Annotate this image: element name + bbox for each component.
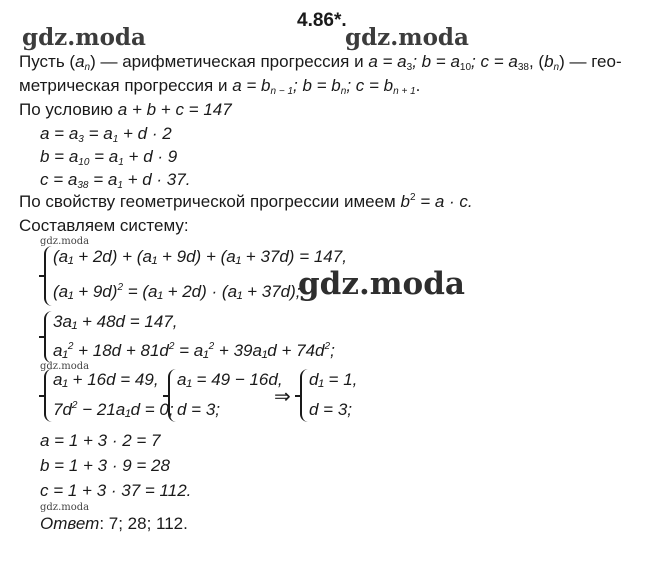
intro-text: , ( <box>528 52 545 71</box>
system4-row2: d = 3; <box>177 400 221 419</box>
result-a: a = 1 + 3 · 2 = 7 <box>40 431 161 450</box>
system2-row2 <box>53 341 335 361</box>
eq-part: = a₁ <box>174 341 209 360</box>
eq-part: c = a <box>40 170 78 189</box>
eq-part: − 21a₁d = 0; <box>77 400 174 419</box>
watermark-small-1: gdz.moda <box>40 236 90 247</box>
problem-number: 4.86*. <box>297 10 347 31</box>
system2-row1: 3a₁ + 48d = 147, <box>53 312 178 331</box>
intro-text: . <box>415 76 421 95</box>
result-c: c = 1 + 3 · 37 = 112. <box>40 481 192 500</box>
eq-part: + 18d + 81d <box>73 341 169 360</box>
eq-part: + d · 2 <box>118 124 172 143</box>
property-text: По свойству геометрической прогрессии имеем <box>19 192 401 211</box>
eq-b10: ; b = a <box>412 52 460 71</box>
eq-part: a = a <box>40 124 79 143</box>
condition-line <box>19 100 232 120</box>
intro-text: ) — арифметическая прогрессия и <box>90 52 369 71</box>
sub-1: 1 <box>112 134 119 145</box>
watermark-logo-right: gdz.moda <box>345 24 469 51</box>
answer-label: Ответ <box>40 514 100 533</box>
eq-c38: ; c = a <box>471 52 518 71</box>
eq-part: ; <box>330 341 335 360</box>
watermark-logo-left: gdz.moda <box>22 24 146 51</box>
sup-2: 2 <box>71 400 78 411</box>
sub-n: n <box>84 62 91 73</box>
sub-38: 38 <box>517 62 529 73</box>
system4-row1: a₁ = 49 − 16d, <box>177 370 283 389</box>
eq-part: b = a <box>40 147 79 166</box>
property-rhs: = a · c. <box>415 192 473 211</box>
sub-n: n <box>553 62 560 73</box>
intro-text: метрическая прогрессия и <box>19 76 233 95</box>
eq-part: 7d <box>53 400 72 419</box>
var-b: b <box>544 52 554 71</box>
eq-part: + d · 37. <box>122 170 191 189</box>
condition-prefix: По условию <box>19 100 118 119</box>
sub-n-minus-1: n − 1 <box>270 86 294 97</box>
sup-2: 2 <box>324 341 331 352</box>
sup-2: 2 <box>67 341 74 352</box>
sup-2: 2 <box>168 341 175 352</box>
eq-part: + d · 9 <box>123 147 178 166</box>
sub-1: 1 <box>117 180 123 191</box>
sub-1: 1 <box>118 157 124 168</box>
watermark-small-2: gdz.moda <box>40 361 90 372</box>
sub-3: 3 <box>78 134 84 145</box>
intro-line-1 <box>19 52 622 72</box>
sup-2: 2 <box>409 192 416 203</box>
sup-2: 2 <box>117 282 123 293</box>
sub-n: n <box>340 86 347 97</box>
watermark-logo-center: gdz.moda <box>298 266 465 302</box>
answer-line <box>40 514 188 534</box>
var-b: b <box>400 192 410 211</box>
sub-10: 10 <box>78 157 90 168</box>
equation-b <box>40 147 177 167</box>
eq-abn: a = b <box>232 76 271 95</box>
eq-part: = (a₁ + 2d) · (a₁ + 37d); <box>123 282 301 301</box>
answer-value: : 7; 28; 112. <box>99 514 188 533</box>
intro-line-2 <box>19 76 420 96</box>
system1-row1: (a₁ + 2d) + (a₁ + 9d) + (a₁ + 37d) = 147, <box>53 247 347 266</box>
sub-38: 38 <box>77 180 89 191</box>
result-b: b = 1 + 3 · 9 = 28 <box>40 456 170 475</box>
system1-row2 <box>53 282 301 302</box>
eq-part: a₁ <box>53 341 68 360</box>
system3-row2 <box>53 400 174 420</box>
var-a: a <box>75 52 85 71</box>
condition-equation: a + b + c = 147 <box>117 100 232 119</box>
sub-10: 10 <box>459 62 472 73</box>
eq-part: = a <box>83 124 113 143</box>
intro-text: ) — гео- <box>559 52 622 71</box>
intro-text: Пусть ( <box>19 52 76 71</box>
watermark-small-3: gdz.moda <box>40 502 90 513</box>
sub-n-plus-1: n + 1 <box>393 86 416 97</box>
system5-row1: d₁ = 1, <box>309 370 358 389</box>
eq-part: + 39a₁d + 74d <box>214 341 325 360</box>
implies-arrow: ⇒ <box>274 386 291 408</box>
sup-2: 2 <box>208 341 215 352</box>
geometric-property-line <box>19 192 473 212</box>
equation-a <box>40 124 172 144</box>
eq-part: (a₁ + 9d) <box>53 282 118 301</box>
system-label: Составляем систему: <box>19 216 189 235</box>
eq-cbn: ; c = b <box>346 76 394 95</box>
eq-part: = a <box>89 147 119 166</box>
system3-row1: a₁ + 16d = 49, <box>53 370 159 389</box>
equation-c <box>40 170 190 190</box>
eq-bbn: ; b = b <box>293 76 341 95</box>
eq-part: = a <box>88 170 118 189</box>
system5-row2: d = 3; <box>309 400 353 419</box>
sub-3: 3 <box>406 62 413 73</box>
eq-a3: a = a <box>368 52 407 71</box>
